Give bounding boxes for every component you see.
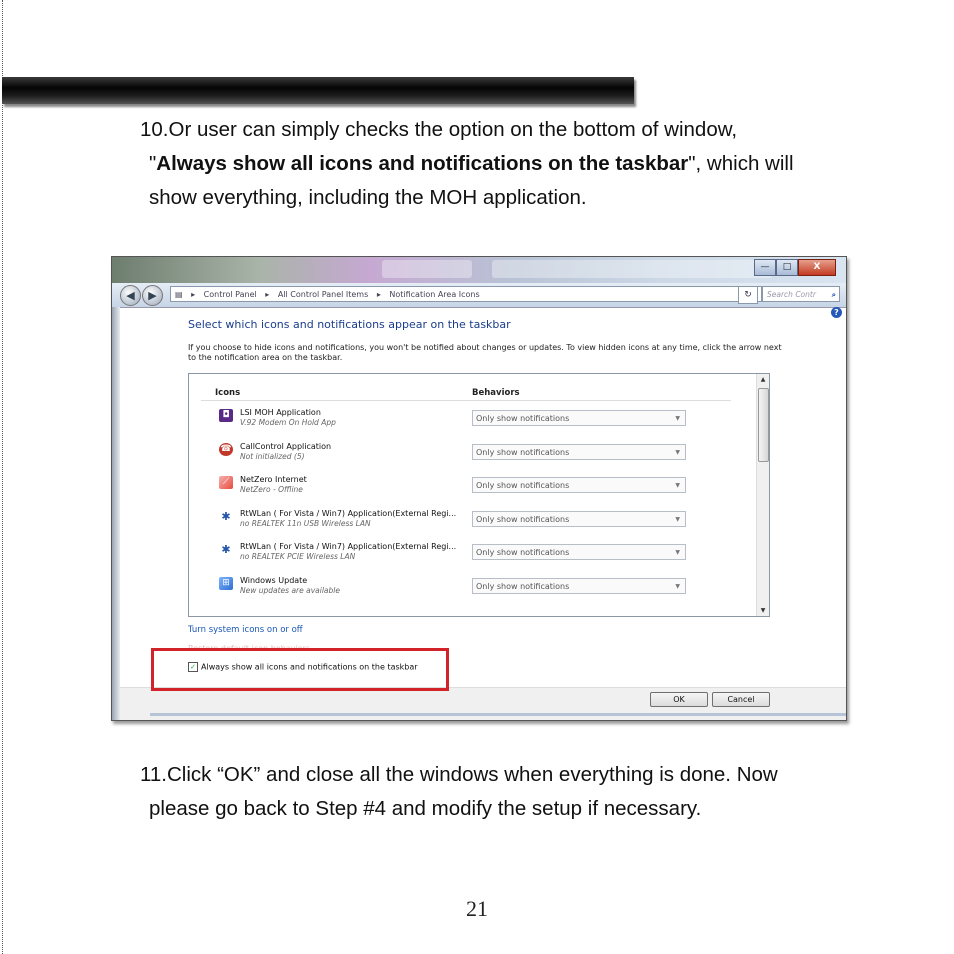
search-placeholder: Search Contr xyxy=(767,290,816,299)
column-header-icons: Icons xyxy=(215,388,241,398)
scroll-thumb[interactable] xyxy=(758,388,769,462)
breadcrumb-sep: ▸ xyxy=(265,290,270,299)
header-bar xyxy=(2,77,634,104)
chevron-down-icon: ▼ xyxy=(675,449,680,456)
app-status: V.92 Modem On Hold App xyxy=(240,418,336,427)
folder-icon: ▤ xyxy=(175,290,183,299)
wlan-icon: ✱ xyxy=(221,510,231,523)
wlan-icon: ✱ xyxy=(221,543,231,556)
behavior-value: Only show notifications xyxy=(476,548,570,557)
chevron-down-icon: ▼ xyxy=(675,583,680,590)
step-10-line-2 xyxy=(140,147,860,181)
windows-update-icon: ⊞ xyxy=(219,577,233,590)
app-name: RtWLan ( For Vista / Win7) Application(External Regi... xyxy=(240,542,457,551)
breadcrumb-control-panel[interactable]: Control Panel xyxy=(203,290,257,299)
behavior-select[interactable] xyxy=(472,511,686,527)
step-10-after-bold: ", which will xyxy=(688,152,794,175)
refresh-icon[interactable]: ↻ xyxy=(738,286,758,304)
app-name: Windows Update xyxy=(240,576,308,585)
search-input[interactable] xyxy=(762,286,840,302)
behavior-value: Only show notifications xyxy=(476,414,570,423)
behavior-value: Only show notifications xyxy=(476,515,570,524)
cancel-button[interactable]: Cancel xyxy=(712,692,770,707)
behavior-value: Only show notifications xyxy=(476,448,570,457)
notification-area-icons-window xyxy=(111,256,847,721)
behavior-select[interactable] xyxy=(472,477,686,493)
step-10-line-3: show everything, including the MOH application. xyxy=(149,186,587,209)
scroll-down-icon[interactable]: ▼ xyxy=(760,607,766,614)
list-item xyxy=(189,576,749,610)
always-show-label[interactable]: Always show all icons and notifications on the taskbar xyxy=(201,662,418,672)
behavior-value: Only show notifications xyxy=(476,481,570,490)
behavior-value: Only show notifications xyxy=(476,582,570,591)
list-item xyxy=(189,475,749,509)
header-divider xyxy=(201,400,731,401)
app-name: RtWLan ( For Vista / Win7) Application(External Regi... xyxy=(240,509,457,518)
breadcrumb-all-items[interactable]: All Control Panel Items xyxy=(277,290,369,299)
step-10-line-1: 10.Or user can simply checks the option on the bottom of window, xyxy=(140,118,738,141)
breadcrumb[interactable] xyxy=(170,286,762,302)
title-blur xyxy=(382,260,472,278)
app-status: New updates are available xyxy=(240,586,340,595)
page-edge-line xyxy=(2,0,3,954)
moh-icon: ◘ xyxy=(219,409,233,422)
title-bar xyxy=(112,257,846,283)
vertical-scrollbar[interactable] xyxy=(756,374,769,616)
behavior-select[interactable] xyxy=(472,544,686,560)
list-item xyxy=(189,509,749,543)
page-number: 21 xyxy=(466,896,488,921)
step-10-bold: Always show all icons and notifications on the taskbar xyxy=(156,152,689,175)
window-controls xyxy=(754,259,836,276)
app-name: NetZero Internet xyxy=(240,475,307,484)
ok-button[interactable]: OK xyxy=(650,692,708,707)
list-item xyxy=(189,408,749,442)
behavior-select[interactable] xyxy=(472,578,686,594)
close-button[interactable]: X xyxy=(798,259,836,276)
behavior-select[interactable] xyxy=(472,444,686,460)
restore-defaults-link[interactable]: Restore default icon behaviors xyxy=(188,644,310,653)
icons-list xyxy=(188,373,770,617)
quote-open: " xyxy=(149,152,157,175)
step-11-line-1: 11.Click “OK” and close all the windows when everything is done. Now xyxy=(140,763,778,786)
forward-button[interactable]: ▶ xyxy=(142,285,163,306)
chevron-down-icon: ▼ xyxy=(675,482,680,489)
always-show-checkbox[interactable]: ✓ xyxy=(188,662,198,672)
chevron-down-icon: ▼ xyxy=(675,516,680,523)
app-status: no REALTEK PCIE Wireless LAN xyxy=(240,552,356,561)
breadcrumb-sep: ▸ xyxy=(191,290,196,299)
title-blur xyxy=(492,260,772,278)
app-status: no REALTEK 11n USB Wireless LAN xyxy=(240,519,371,528)
turn-system-icons-link[interactable]: Turn system icons on or off xyxy=(188,625,303,635)
app-name: LSI MOH Application xyxy=(240,408,321,417)
app-status: NetZero - Offline xyxy=(240,485,303,494)
step-11-text xyxy=(140,758,880,826)
chevron-down-icon: ▼ xyxy=(675,549,680,556)
help-icon[interactable]: ? xyxy=(831,307,842,318)
behavior-select[interactable] xyxy=(472,410,686,426)
breadcrumb-sep: ▸ xyxy=(376,290,381,299)
maximize-button[interactable]: □ xyxy=(776,259,798,276)
breadcrumb-notification-area[interactable]: Notification Area Icons xyxy=(389,290,480,299)
netzero-icon: ⟋ xyxy=(219,476,233,489)
highlight-box xyxy=(151,648,449,691)
app-status: Not initialized (5) xyxy=(240,452,305,461)
description-text: If you choose to hide icons and notifications, you won't be notified about changes or updates. To view hidden icons at any time, click the arrow next to the notification area on the taskbar. xyxy=(188,343,782,362)
left-pane-shade xyxy=(112,307,120,720)
scroll-up-icon[interactable]: ▲ xyxy=(760,376,766,383)
search-icon[interactable]: ⌕ xyxy=(831,290,836,299)
column-header-behaviors: Behaviors xyxy=(472,388,520,398)
minimize-button[interactable]: — xyxy=(754,259,776,276)
list-item xyxy=(189,542,749,576)
address-bar xyxy=(112,283,846,308)
app-name: CallControl Application xyxy=(240,442,332,451)
step-11-line-2: please go back to Step #4 and modify the setup if necessary. xyxy=(149,797,702,820)
chevron-down-icon: ▼ xyxy=(675,415,680,422)
step-10-text xyxy=(140,113,860,215)
callcontrol-icon: ☎ xyxy=(220,444,232,454)
page-title: Select which icons and notifications appear on the taskbar xyxy=(188,318,511,331)
back-button[interactable]: ◀ xyxy=(120,285,141,306)
list-item xyxy=(189,442,749,476)
window-bottom-edge xyxy=(150,713,846,716)
